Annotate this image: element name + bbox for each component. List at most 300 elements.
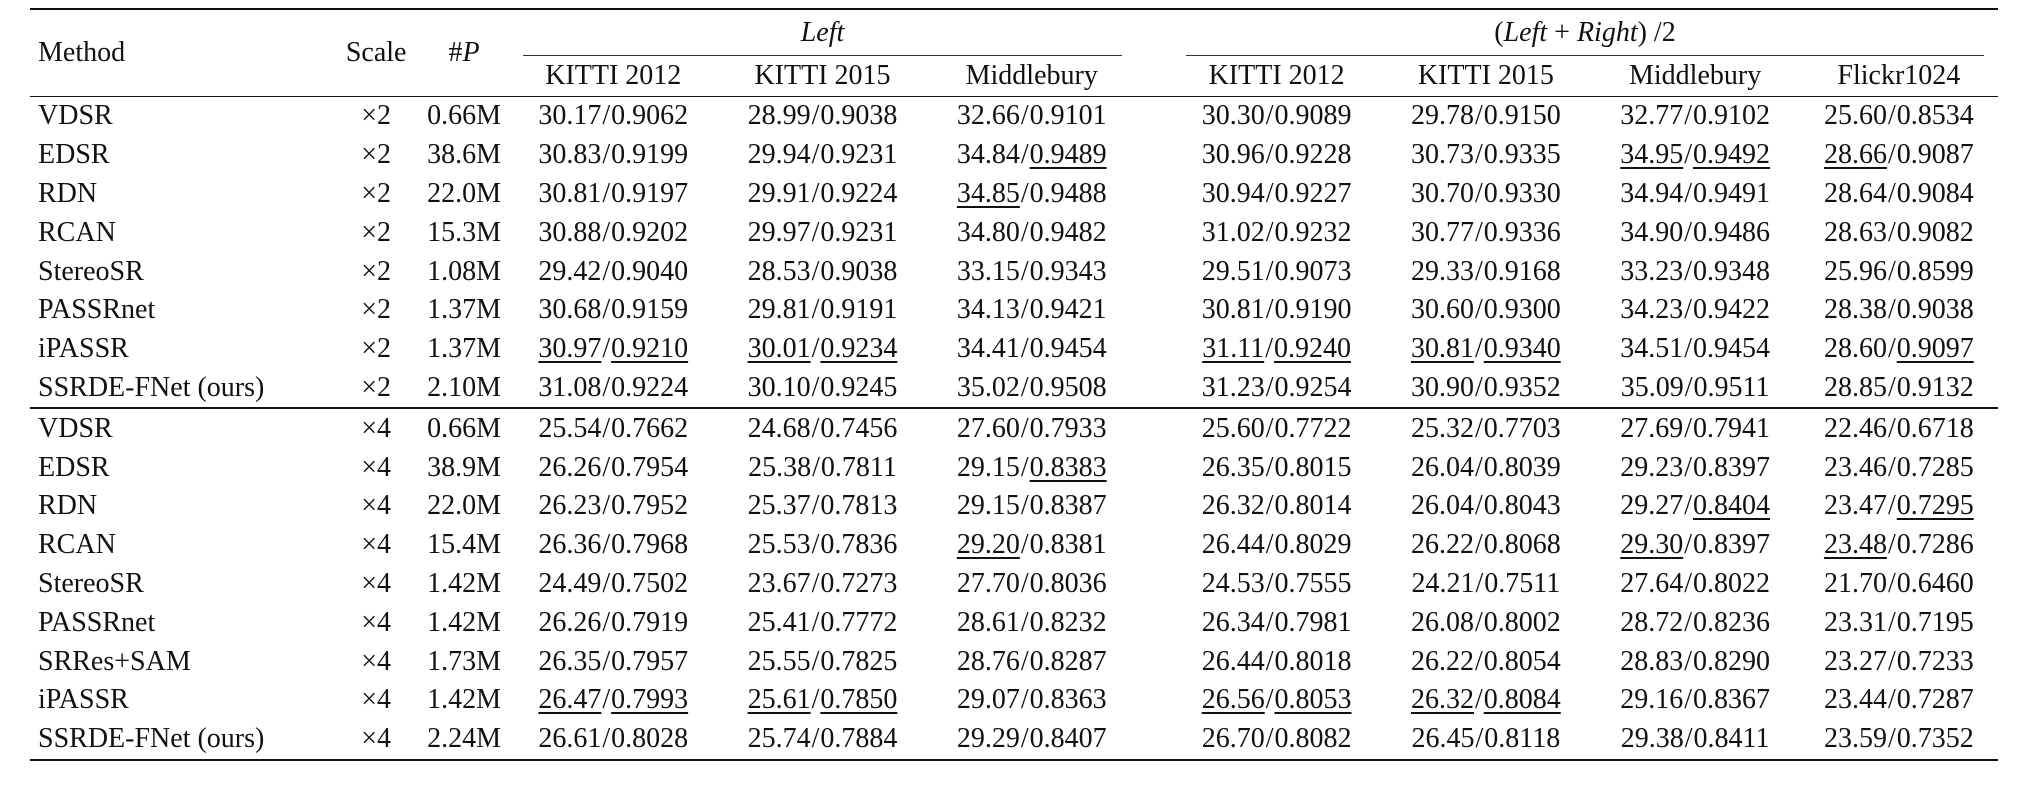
metric-separator: / bbox=[1265, 371, 1274, 403]
metric-separator: / bbox=[1265, 567, 1274, 599]
metric-cell bbox=[1381, 448, 1590, 487]
ssim-value: 0.8287 bbox=[1029, 645, 1107, 677]
params-cell: 2.24M bbox=[420, 720, 509, 760]
scale-cell: ×4 bbox=[361, 567, 392, 599]
ssim-value: 0.9132 bbox=[1896, 371, 1974, 403]
ssim-value: 0.9348 bbox=[1693, 255, 1770, 287]
ssim-value: 0.9062 bbox=[611, 100, 689, 132]
table-header bbox=[30, 9, 1998, 97]
metric-cell bbox=[927, 448, 1136, 487]
scale-cell: ×4 bbox=[333, 720, 420, 760]
method-cell: SSRDE-FNet (ours) bbox=[38, 371, 265, 403]
psnr-value: 26.34 bbox=[1201, 606, 1265, 638]
psnr-value: 23.27 bbox=[1823, 645, 1887, 677]
metric-cell bbox=[1381, 565, 1590, 604]
metric-cell bbox=[927, 487, 1136, 526]
psnr-value: 28.64 bbox=[1823, 177, 1887, 209]
metric-separator: / bbox=[811, 216, 820, 248]
psnr-value: 27.70 bbox=[956, 567, 1020, 599]
metric-separator: / bbox=[1265, 177, 1274, 209]
metric-cell bbox=[509, 408, 718, 448]
metric-cell bbox=[1172, 720, 1381, 760]
metric-separator: / bbox=[811, 412, 820, 444]
ssim-value: 0.8053 bbox=[1274, 684, 1352, 716]
psnr-value: 32.66 bbox=[956, 100, 1020, 132]
psnr-value: 26.45 bbox=[1411, 723, 1475, 755]
metric-cell bbox=[718, 720, 927, 760]
metric-cell bbox=[1381, 330, 1590, 369]
metric-cell bbox=[1381, 136, 1590, 175]
scale-cell: ×2 bbox=[361, 371, 392, 403]
method-cell: PASSRnet bbox=[38, 294, 156, 326]
psnr-value: 29.33 bbox=[1410, 255, 1474, 287]
scale-cell: ×4 bbox=[361, 684, 392, 716]
metric-cell bbox=[718, 565, 927, 604]
metric-cell bbox=[1590, 448, 1799, 487]
ssim-value: 0.9102 bbox=[1693, 100, 1770, 132]
metric-cell bbox=[1172, 526, 1381, 565]
ssim-value: 0.9245 bbox=[820, 371, 898, 403]
header-avg-flickr1024: Flickr1024 bbox=[1837, 60, 1961, 91]
metric-separator: / bbox=[602, 645, 611, 677]
header-left-middlebury: Middlebury bbox=[965, 60, 1098, 91]
ssim-value: 0.8236 bbox=[1693, 606, 1770, 638]
psnr-value: 26.70 bbox=[1201, 723, 1265, 755]
metric-separator: / bbox=[1887, 606, 1896, 638]
gap-cell bbox=[1136, 213, 1172, 252]
psnr-value: 28.83 bbox=[1620, 645, 1684, 677]
metric-cell bbox=[1800, 448, 1998, 487]
psnr-value: 23.48 bbox=[1823, 529, 1887, 561]
metric-separator: / bbox=[1265, 723, 1274, 755]
metric-cell bbox=[1381, 681, 1590, 720]
ssim-value: 0.9159 bbox=[611, 294, 689, 326]
ssim-value: 0.8014 bbox=[1274, 490, 1352, 522]
ssim-value: 0.7884 bbox=[820, 723, 898, 755]
metric-separator: / bbox=[1020, 371, 1029, 403]
metric-separator: / bbox=[1020, 723, 1029, 755]
psnr-value: 26.22 bbox=[1410, 529, 1474, 561]
metric-separator: / bbox=[811, 490, 820, 522]
method-cell: RCAN bbox=[38, 216, 116, 248]
params-cell: 2.10M bbox=[427, 371, 502, 403]
ssim-value: 0.9038 bbox=[1896, 294, 1974, 326]
method-cell: VDSR bbox=[30, 97, 333, 136]
params-cell: 22.0M bbox=[427, 177, 502, 209]
gap-cell bbox=[1136, 369, 1172, 409]
metric-cell bbox=[1800, 97, 1998, 136]
metric-cell bbox=[1172, 97, 1381, 136]
metric-cell bbox=[1800, 369, 1998, 409]
ssim-value: 0.9486 bbox=[1693, 216, 1770, 248]
ssim-value: 0.8015 bbox=[1274, 451, 1352, 483]
metric-separator: / bbox=[1020, 684, 1029, 716]
header-scale: Scale bbox=[333, 9, 420, 97]
psnr-value: 26.36 bbox=[538, 529, 602, 561]
metric-separator: / bbox=[1887, 139, 1896, 171]
metric-cell bbox=[718, 642, 927, 681]
metric-separator: / bbox=[1887, 490, 1896, 522]
scale-cell: ×2 bbox=[333, 97, 420, 136]
metric-cell bbox=[509, 369, 718, 409]
method-cell: iPASSR bbox=[38, 684, 129, 716]
metric-separator: / bbox=[1684, 412, 1692, 444]
psnr-value: 35.09 bbox=[1620, 371, 1684, 403]
psnr-value: 30.70 bbox=[1410, 177, 1474, 209]
psnr-value: 30.77 bbox=[1410, 216, 1474, 248]
ssim-value: 0.9234 bbox=[820, 333, 898, 365]
metric-cell bbox=[718, 330, 927, 369]
metric-cell bbox=[1381, 603, 1590, 642]
metric-cell bbox=[927, 642, 1136, 681]
metric-separator: / bbox=[602, 139, 611, 171]
psnr-value: 34.23 bbox=[1620, 294, 1684, 326]
params-cell: 1.08M bbox=[427, 255, 502, 287]
metric-separator: / bbox=[1684, 684, 1692, 716]
ssim-value: 0.9197 bbox=[611, 177, 689, 209]
metric-separator: / bbox=[1474, 371, 1483, 403]
psnr-value: 22.46 bbox=[1823, 412, 1887, 444]
metric-cell bbox=[1590, 291, 1799, 330]
ssim-value: 0.8028 bbox=[611, 723, 689, 755]
metric-cell bbox=[1381, 97, 1590, 136]
metric-separator: / bbox=[1684, 723, 1693, 755]
header-gap bbox=[1136, 9, 1172, 56]
metric-separator: / bbox=[1887, 294, 1896, 326]
metric-separator: / bbox=[1887, 177, 1896, 209]
psnr-value: 30.17 bbox=[538, 100, 602, 132]
metric-separator: / bbox=[1265, 294, 1274, 326]
ssim-value: 0.8290 bbox=[1693, 645, 1770, 677]
psnr-value: 28.63 bbox=[1823, 216, 1887, 248]
header-params bbox=[420, 9, 509, 97]
ssim-value: 0.9240 bbox=[1273, 333, 1351, 365]
psnr-value: 34.95 bbox=[1620, 139, 1684, 171]
metric-separator: / bbox=[1684, 606, 1692, 638]
psnr-value: 26.56 bbox=[1201, 684, 1265, 716]
metric-separator: / bbox=[602, 451, 611, 483]
metric-separator: / bbox=[602, 371, 611, 403]
metric-cell bbox=[1590, 642, 1799, 681]
psnr-value: 29.20 bbox=[956, 529, 1020, 561]
metric-separator: / bbox=[1475, 567, 1484, 599]
metric-separator: / bbox=[1474, 333, 1483, 365]
metric-separator: / bbox=[1887, 645, 1896, 677]
ssim-value: 0.7511 bbox=[1484, 567, 1561, 599]
psnr-value: 29.42 bbox=[538, 255, 602, 287]
metric-separator: / bbox=[1474, 177, 1483, 209]
metric-separator: / bbox=[602, 567, 611, 599]
metric-separator: / bbox=[1887, 684, 1896, 716]
ssim-value: 0.9101 bbox=[1029, 100, 1107, 132]
table-row bbox=[30, 565, 1998, 604]
psnr-value: 30.01 bbox=[747, 333, 811, 365]
psnr-value: 24.21 bbox=[1411, 567, 1475, 599]
psnr-value: 23.47 bbox=[1823, 490, 1887, 522]
metric-cell bbox=[1590, 720, 1799, 760]
psnr-value: 30.94 bbox=[1201, 177, 1265, 209]
psnr-value: 25.96 bbox=[1823, 255, 1887, 287]
metric-separator: / bbox=[1265, 529, 1274, 561]
scale-cell: ×2 bbox=[361, 255, 392, 287]
psnr-value: 30.68 bbox=[538, 294, 602, 326]
psnr-value: 21.70 bbox=[1823, 567, 1887, 599]
metric-separator: / bbox=[1475, 723, 1484, 755]
ssim-value: 0.8383 bbox=[1029, 451, 1107, 483]
metric-cell bbox=[1800, 252, 1998, 291]
params-cell: 1.42M bbox=[427, 567, 502, 599]
header-params-var: P bbox=[462, 37, 480, 68]
ssim-value: 0.7772 bbox=[820, 606, 898, 638]
ssim-value: 0.7954 bbox=[611, 451, 689, 483]
psnr-value: 25.60 bbox=[1201, 412, 1265, 444]
metric-cell bbox=[718, 291, 927, 330]
metric-cell bbox=[1381, 291, 1590, 330]
psnr-value: 30.30 bbox=[1201, 100, 1265, 132]
metric-separator: / bbox=[811, 139, 820, 171]
scale-cell: ×2 bbox=[361, 294, 392, 326]
ssim-value: 0.9335 bbox=[1483, 139, 1561, 171]
psnr-value: 27.60 bbox=[956, 412, 1020, 444]
method-cell: RDN bbox=[38, 177, 98, 209]
metric-cell bbox=[1590, 175, 1799, 214]
gap-cell bbox=[1136, 330, 1172, 369]
ssim-value: 0.7919 bbox=[611, 606, 689, 638]
ssim-value: 0.9489 bbox=[1029, 139, 1107, 171]
scale-cell: ×2 bbox=[361, 177, 392, 209]
header-params-prefix: # bbox=[448, 37, 463, 68]
metric-cell bbox=[1800, 642, 1998, 681]
scale-cell: ×4 bbox=[333, 408, 420, 448]
ssim-value: 0.8363 bbox=[1029, 684, 1107, 716]
metric-separator: / bbox=[1887, 412, 1896, 444]
table-row bbox=[30, 408, 1998, 448]
metric-cell bbox=[509, 565, 718, 604]
psnr-value: 24.49 bbox=[538, 567, 602, 599]
metric-cell bbox=[718, 97, 927, 136]
header-avg-close: ) /2 bbox=[1637, 17, 1676, 48]
metric-separator: / bbox=[811, 177, 820, 209]
metric-separator: / bbox=[1684, 333, 1692, 365]
metric-separator: / bbox=[1684, 294, 1692, 326]
metric-separator: / bbox=[1887, 529, 1896, 561]
metric-cell bbox=[1800, 720, 1998, 760]
ssim-value: 0.9082 bbox=[1896, 216, 1974, 248]
psnr-value: 28.99 bbox=[747, 100, 811, 132]
ssim-value: 0.8404 bbox=[1693, 490, 1770, 522]
metric-separator: / bbox=[1265, 333, 1273, 365]
metric-cell bbox=[718, 252, 927, 291]
psnr-value: 33.23 bbox=[1620, 255, 1684, 287]
ssim-value: 0.9336 bbox=[1483, 216, 1561, 248]
method-cell: RDN bbox=[38, 490, 98, 522]
metric-separator: / bbox=[1020, 529, 1029, 561]
ssim-value: 0.8367 bbox=[1693, 684, 1770, 716]
psnr-value: 25.60 bbox=[1823, 100, 1887, 132]
metric-cell bbox=[1590, 330, 1799, 369]
metric-separator: / bbox=[811, 371, 820, 403]
metric-cell bbox=[1800, 603, 1998, 642]
table-row bbox=[30, 603, 1998, 642]
metric-separator: / bbox=[602, 255, 611, 287]
psnr-value: 26.22 bbox=[1410, 645, 1474, 677]
ssim-value: 0.9511 bbox=[1693, 371, 1770, 403]
psnr-value: 26.44 bbox=[1201, 645, 1265, 677]
metric-cell bbox=[1800, 291, 1998, 330]
params-cell: 1.37M bbox=[427, 333, 502, 365]
gap-cell bbox=[1136, 487, 1172, 526]
psnr-value: 29.16 bbox=[1620, 684, 1684, 716]
ssim-value: 0.8411 bbox=[1693, 723, 1770, 755]
metric-separator: / bbox=[811, 723, 820, 755]
metric-cell bbox=[509, 97, 718, 136]
metric-cell bbox=[927, 408, 1136, 448]
psnr-value: 28.85 bbox=[1823, 371, 1887, 403]
psnr-value: 30.81 bbox=[1201, 294, 1265, 326]
psnr-value: 24.68 bbox=[747, 412, 811, 444]
ssim-value: 0.8002 bbox=[1483, 606, 1561, 638]
gap-cell bbox=[1136, 565, 1172, 604]
metric-separator: / bbox=[1265, 100, 1274, 132]
gap-cell bbox=[1136, 136, 1172, 175]
metric-cell bbox=[718, 213, 927, 252]
ssim-value: 0.7285 bbox=[1896, 451, 1974, 483]
psnr-value: 30.81 bbox=[1410, 333, 1474, 365]
metric-cell bbox=[1172, 408, 1381, 448]
metric-cell bbox=[1172, 252, 1381, 291]
scale-cell: ×4 bbox=[361, 529, 392, 561]
psnr-value: 31.11 bbox=[1202, 333, 1265, 365]
psnr-value: 25.54 bbox=[538, 412, 602, 444]
metric-cell bbox=[1381, 487, 1590, 526]
metric-separator: / bbox=[811, 100, 820, 132]
metric-cell bbox=[718, 526, 927, 565]
ssim-value: 0.9254 bbox=[1274, 371, 1352, 403]
psnr-value: 25.74 bbox=[747, 723, 811, 755]
gap-cell bbox=[1136, 408, 1172, 448]
metric-separator: / bbox=[1887, 333, 1896, 365]
ssim-value: 0.7957 bbox=[611, 645, 689, 677]
metric-cell bbox=[718, 603, 927, 642]
metric-cell bbox=[509, 175, 718, 214]
metric-separator: / bbox=[1684, 139, 1692, 171]
metric-separator: / bbox=[1474, 100, 1483, 132]
metric-separator: / bbox=[1887, 216, 1896, 248]
ssim-value: 0.9224 bbox=[820, 177, 898, 209]
table-row bbox=[30, 369, 1998, 409]
psnr-value: 25.53 bbox=[747, 529, 811, 561]
metric-cell bbox=[927, 603, 1136, 642]
metric-cell bbox=[718, 681, 927, 720]
metric-separator: / bbox=[602, 294, 611, 326]
ssim-value: 0.7850 bbox=[820, 684, 898, 716]
metric-cell bbox=[927, 213, 1136, 252]
psnr-value: 34.13 bbox=[956, 294, 1020, 326]
metric-cell bbox=[1800, 408, 1998, 448]
ssim-value: 0.8029 bbox=[1274, 529, 1352, 561]
metric-separator: / bbox=[602, 412, 611, 444]
metric-cell bbox=[1381, 642, 1590, 681]
ssim-value: 0.7968 bbox=[611, 529, 689, 561]
ssim-value: 0.8407 bbox=[1029, 723, 1107, 755]
table-row bbox=[30, 487, 1998, 526]
scale-cell: ×4 bbox=[361, 606, 392, 638]
psnr-value: 28.60 bbox=[1823, 333, 1887, 365]
metric-cell bbox=[927, 330, 1136, 369]
psnr-value: 26.04 bbox=[1410, 451, 1474, 483]
psnr-value: 29.91 bbox=[747, 177, 811, 209]
metric-separator: / bbox=[1474, 451, 1483, 483]
metric-separator: / bbox=[1887, 371, 1896, 403]
ssim-value: 0.7941 bbox=[1693, 412, 1770, 444]
method-cell: SRRes+SAM bbox=[38, 645, 191, 677]
metric-cell bbox=[1590, 97, 1799, 136]
psnr-value: 30.88 bbox=[538, 216, 602, 248]
ssim-value: 0.9190 bbox=[1274, 294, 1352, 326]
table-row bbox=[30, 720, 1998, 760]
scale-cell: ×4 bbox=[361, 451, 392, 483]
metric-cell bbox=[1172, 642, 1381, 681]
gap-cell bbox=[1136, 603, 1172, 642]
psnr-value: 31.08 bbox=[538, 371, 602, 403]
psnr-value: 24.53 bbox=[1201, 567, 1265, 599]
psnr-value: 30.60 bbox=[1410, 294, 1474, 326]
header-avg-right: Right bbox=[1576, 17, 1638, 48]
metric-separator: / bbox=[1887, 567, 1896, 599]
header-left-kitti2012: KITTI 2012 bbox=[545, 60, 682, 91]
psnr-value: 28.38 bbox=[1823, 294, 1887, 326]
metric-cell bbox=[927, 97, 1136, 136]
ssim-value: 0.7811 bbox=[820, 451, 897, 483]
ssim-value: 0.7836 bbox=[820, 529, 898, 561]
ssim-value: 0.7233 bbox=[1896, 645, 1974, 677]
ssim-value: 0.8068 bbox=[1483, 529, 1561, 561]
metric-cell bbox=[509, 526, 718, 565]
metric-separator: / bbox=[811, 255, 820, 287]
psnr-value: 29.30 bbox=[1620, 529, 1684, 561]
psnr-value: 25.32 bbox=[1410, 412, 1474, 444]
ssim-value: 0.8534 bbox=[1896, 100, 1974, 132]
ssim-value: 0.7933 bbox=[1029, 412, 1107, 444]
psnr-value: 29.38 bbox=[1620, 723, 1684, 755]
metric-cell bbox=[718, 175, 927, 214]
metric-separator: / bbox=[1684, 371, 1693, 403]
metric-cell bbox=[1381, 408, 1590, 448]
metric-separator: / bbox=[811, 567, 820, 599]
ssim-value: 0.9038 bbox=[820, 255, 898, 287]
psnr-value: 27.64 bbox=[1620, 567, 1684, 599]
ssim-value: 0.9352 bbox=[1483, 371, 1561, 403]
gap-cell bbox=[1136, 175, 1172, 214]
metric-separator: / bbox=[1887, 451, 1896, 483]
psnr-value: 25.38 bbox=[748, 451, 812, 483]
metric-cell bbox=[1800, 213, 1998, 252]
metric-cell bbox=[1800, 487, 1998, 526]
metric-separator: / bbox=[1474, 255, 1483, 287]
method-cell: EDSR bbox=[38, 139, 110, 171]
metric-separator: / bbox=[811, 606, 820, 638]
metric-cell bbox=[718, 487, 927, 526]
metric-separator: / bbox=[1265, 645, 1274, 677]
psnr-value: 29.29 bbox=[956, 723, 1020, 755]
metric-separator: / bbox=[602, 723, 611, 755]
metric-separator: / bbox=[1020, 606, 1029, 638]
metric-separator: / bbox=[1684, 529, 1692, 561]
ssim-value: 0.9508 bbox=[1029, 371, 1107, 403]
gap-cell bbox=[1136, 291, 1172, 330]
ssim-value: 0.8082 bbox=[1274, 723, 1352, 755]
metric-cell bbox=[1800, 175, 1998, 214]
